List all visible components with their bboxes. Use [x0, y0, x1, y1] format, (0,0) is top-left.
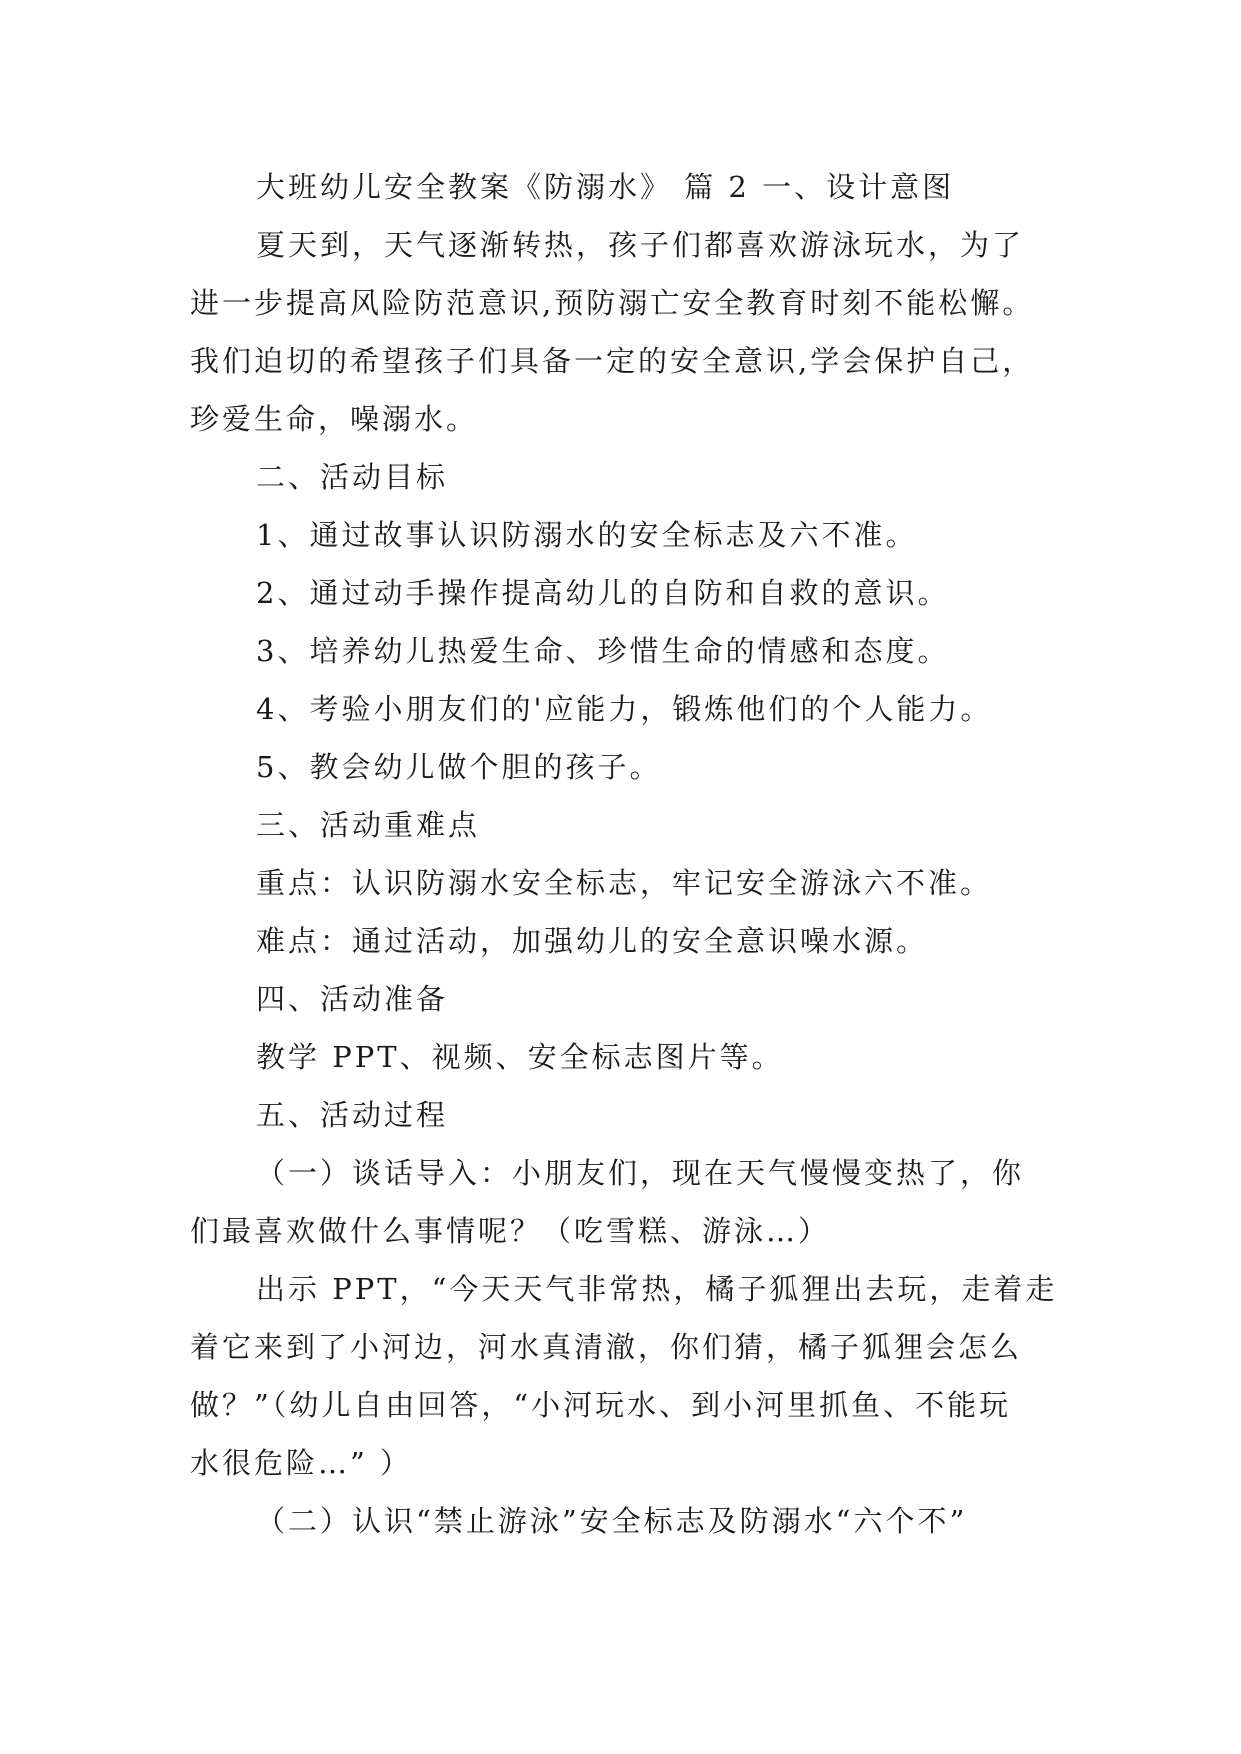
paragraph-line: 教学 PPT、视频、安全标志图片等。: [256, 1040, 784, 1074]
document-body: [190, 158, 1090, 1550]
paragraph-line: 出示 PPT，“今天天气非常热，橘子狐狸出去玩，走着走: [256, 1272, 1058, 1306]
paragraph-line: （一）谈话导入：小朋友们，现在天气慢慢变热了，你: [256, 1156, 1025, 1190]
paragraph-line: 着它来到了小河边，河水真清澈，你们猜，橘子狐狸会怎么: [190, 1330, 1023, 1364]
list-item: 2、通过动手操作提高幼儿的自防和自救的意识。: [256, 576, 950, 610]
paragraph-line: 重点：认识防溺水安全标志，牢记安全游泳六不准。: [256, 866, 993, 900]
paragraph-line: 做？”（幼儿自由回答，“小河玩水、到小河里抓鱼、不能玩: [190, 1388, 1012, 1422]
list-item: 5、教会幼儿做个胆的孩子。: [256, 750, 662, 784]
list-item: 1、通过故事认识防溺水的安全标志及六不准。: [256, 518, 918, 552]
paragraph-line: 进一步提高风险防范意识,预防溺亡安全教育时刻不能松懈。: [190, 286, 1035, 320]
paragraph-line: 我们迫切的希望孩子们具备一定的安全意识,学会保护自己，: [190, 344, 1035, 378]
list-item: 3、培养幼儿热爱生命、珍惜生命的情感和态度。: [256, 634, 950, 668]
paragraph-line: （二）认识“禁止游泳”安全标志及防溺水“六个不”: [256, 1504, 968, 1538]
paragraph-line: 难点：通过活动，加强幼儿的安全意识噪水源。: [256, 924, 929, 958]
section-heading: 五、活动过程: [256, 1098, 449, 1132]
paragraph-line: 水很危险…” ）: [190, 1446, 413, 1480]
paragraph-line: 夏天到，天气逐渐转热，孩子们都喜欢游泳玩水，为了: [256, 228, 1025, 262]
section-heading: 二、活动目标: [256, 460, 449, 494]
section-heading: 三、活动重难点: [256, 808, 481, 842]
section-heading: 四、活动准备: [256, 982, 449, 1016]
paragraph-line: 们最喜欢做什么事情呢？（吃雪糕、游泳…）: [190, 1214, 831, 1248]
title-line: 大班幼儿安全教案《防溺水》 篇 2 一、设计意图: [256, 170, 955, 204]
list-item: 4、考验小朋友们的'应能力，锻炼他们的个人能力。: [256, 692, 993, 726]
paragraph-line: 珍爱生命，噪溺水。: [190, 402, 479, 436]
